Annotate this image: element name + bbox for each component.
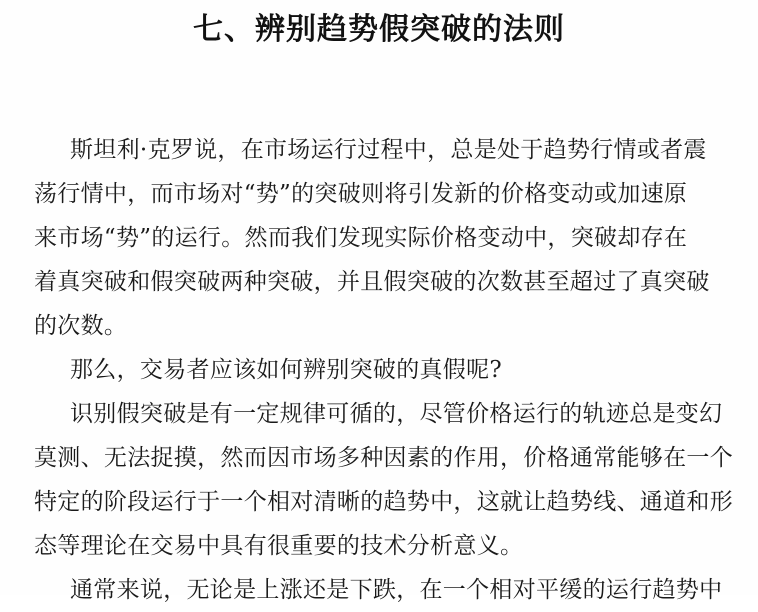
text-line: 那么，交易者应该如何辨别突破的真假呢? xyxy=(70,357,503,383)
text-line: 的次数。 xyxy=(34,313,128,339)
text-line: 态等理论在交易中具有很重要的技术分析意义。 xyxy=(34,533,524,559)
text-line: 莫测、无法捉摸，然而因市场多种因素的作用，价格通常能够在一个 xyxy=(34,445,733,471)
section-title: 七、辨别趋势假突破的法则 xyxy=(193,12,565,47)
text-line: 来市场“势”的运行。然而我们发现实际价格变动中，突破却存在 xyxy=(34,225,688,251)
text-line: 通常来说，无论是上涨还是下跌，在一个相对平缓的运行趋势中 xyxy=(70,577,723,603)
text-line: 荡行情中，而市场对“势”的突破则将引发新的价格变动或加速原 xyxy=(34,181,688,207)
text-line: 斯坦利·克罗说，在市场运行过程中，总是处于趋势行情或者震 xyxy=(70,137,707,163)
text-line: 着真突破和假突破两种突破，并且假突破的次数甚至超过了真突破 xyxy=(34,269,710,295)
text-line: 识别假突破是有一定规律可循的，尽管价格运行的轨迹总是变幻 xyxy=(70,401,723,427)
body-text xyxy=(34,128,750,612)
text-line: 特定的阶段运行于一个相对清晰的趋势中，这就让趋势线、通道和形 xyxy=(34,489,733,515)
